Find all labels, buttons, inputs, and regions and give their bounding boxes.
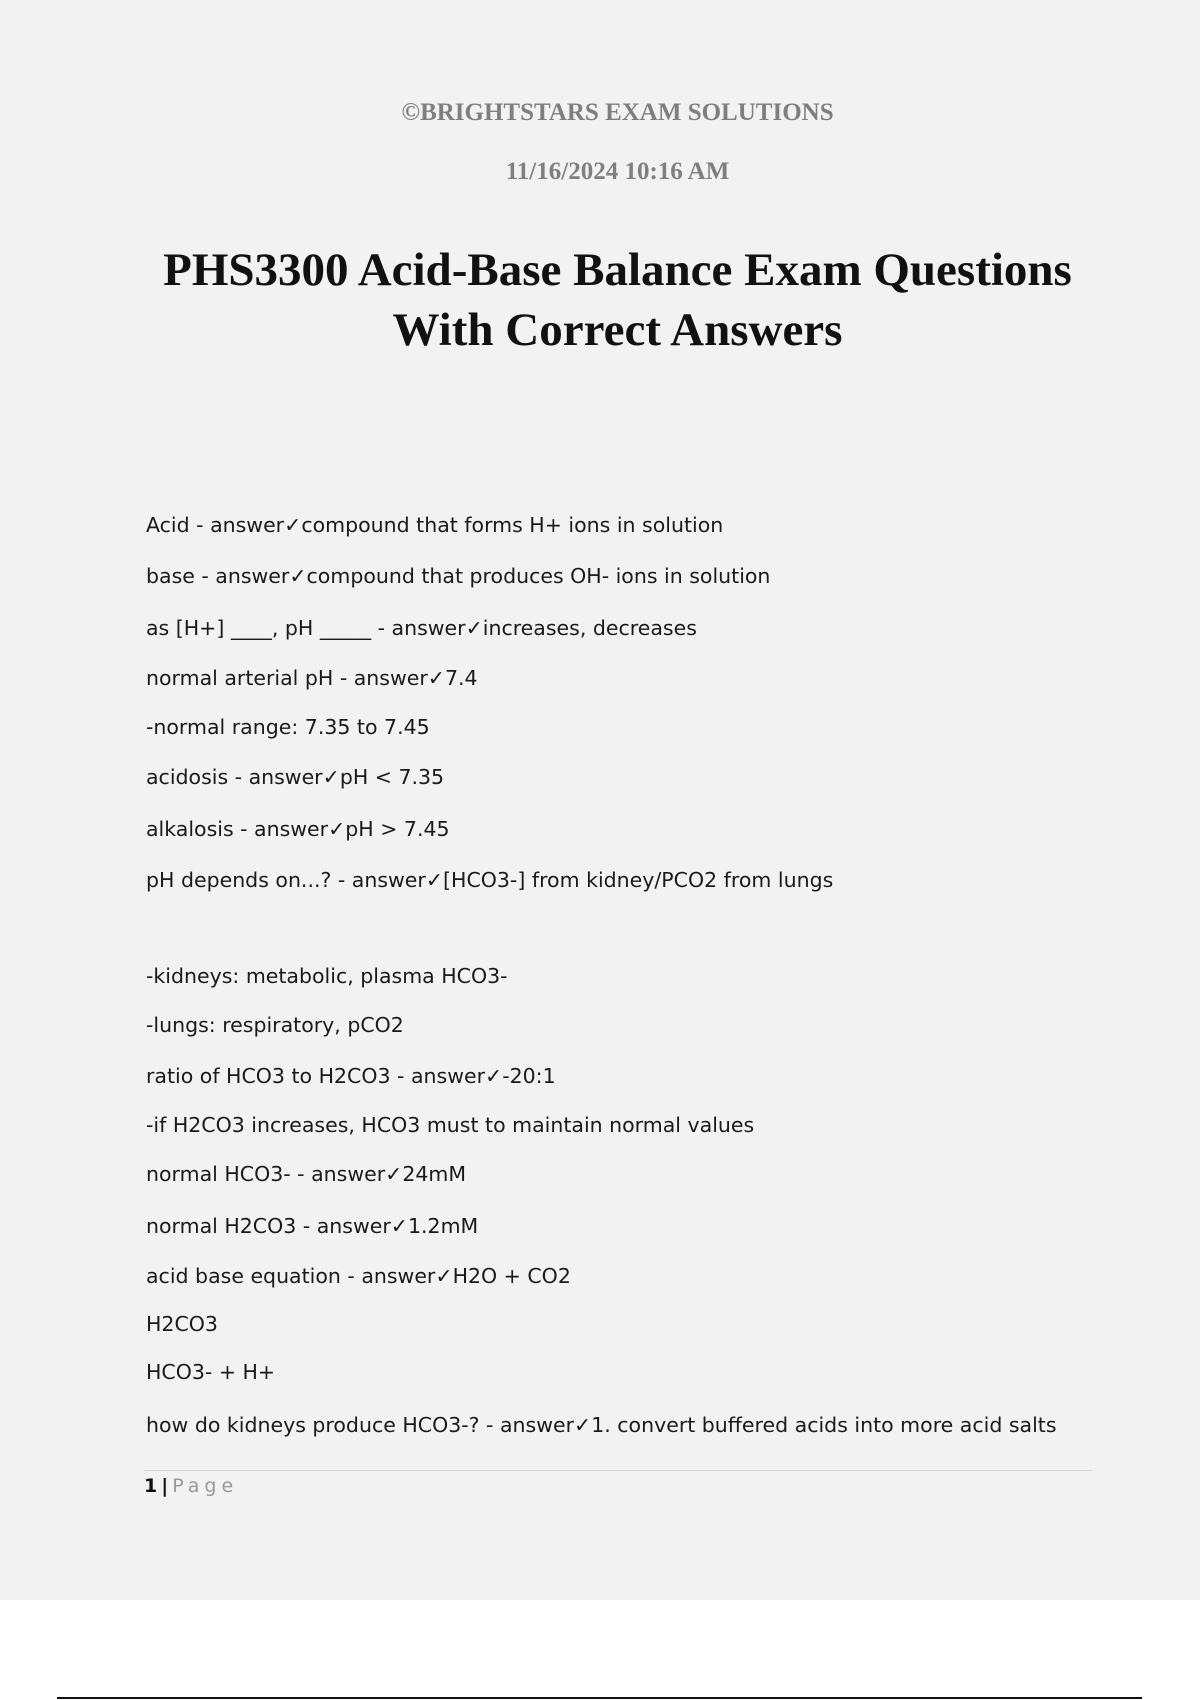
qa-term: -kidneys: metabolic, plasma HCO3- — [146, 964, 508, 988]
qa-term: normal HCO3- - answer — [146, 1162, 386, 1186]
checkmark-icon: ✓ — [485, 1064, 503, 1088]
qa-answer: [HCO3-] from kidney/PCO2 from lungs — [443, 868, 834, 892]
qa-term: how do kidneys produce HCO3-? - answer — [146, 1413, 574, 1437]
bottom-divider — [57, 1697, 1142, 1699]
qa-answer: -20:1 — [502, 1064, 556, 1088]
qa-term: -if H2CO3 increases, HCO3 must to maintain normal values — [146, 1113, 755, 1137]
footer-separator: | — [161, 1475, 169, 1497]
qa-answer: compound that forms H+ ions in solution — [301, 513, 724, 537]
qa-term: Acid - answer — [146, 513, 285, 537]
title-line-1: PHS3300 Acid-Base Balance Exam Questions — [163, 244, 1072, 296]
copyright-header: ©BRIGHTSTARS EXAM SOLUTIONS — [401, 99, 834, 126]
qa-term: H2CO3 — [146, 1312, 218, 1336]
checkmark-icon: ✓ — [289, 564, 307, 588]
qa-line — [146, 1112, 754, 1138]
document-title — [60, 240, 1175, 360]
qa-answer: 7.4 — [444, 666, 478, 690]
qa-term: as [H+] ____, pH _____ - answer — [146, 616, 466, 640]
qa-line — [146, 615, 697, 641]
checkmark-icon: ✓ — [284, 513, 302, 537]
qa-term: -normal range: 7.35 to 7.45 — [146, 715, 430, 739]
qa-term: ratio of HCO3 to H2CO3 - answer — [146, 1064, 486, 1088]
checkmark-icon: ✓ — [435, 1264, 453, 1288]
checkmark-icon: ✓ — [385, 1162, 403, 1186]
qa-line — [146, 665, 478, 691]
qa-term: base - answer — [146, 564, 290, 588]
checkmark-icon: ✓ — [427, 666, 445, 690]
qa-line — [146, 714, 430, 740]
page-footer — [144, 1473, 238, 1499]
qa-line — [146, 764, 444, 790]
qa-answer: pH < 7.35 — [339, 765, 445, 789]
qa-answer: compound that produces OH- ions in solution — [306, 564, 771, 588]
qa-line — [146, 1359, 275, 1385]
qa-term: acid base equation - answer — [146, 1264, 436, 1288]
qa-answer: 24mM — [402, 1162, 467, 1186]
page-number: 1 — [144, 1475, 158, 1497]
qa-term: normal H2CO3 - answer — [146, 1214, 391, 1238]
footer-divider — [144, 1470, 1092, 1471]
checkmark-icon: ✓ — [465, 616, 483, 640]
qa-term: alkalosis - answer — [146, 817, 329, 841]
checkmark-icon: ✓ — [574, 1413, 592, 1437]
qa-answer: 1.2mM — [407, 1214, 479, 1238]
qa-term: pH depends on...? - answer — [146, 868, 426, 892]
qa-line — [146, 963, 508, 989]
qa-line — [146, 1311, 218, 1337]
qa-line — [146, 1412, 1057, 1438]
qa-term: HCO3- + H+ — [146, 1360, 276, 1384]
qa-line — [146, 563, 770, 589]
qa-term: normal arterial pH - answer — [146, 666, 428, 690]
qa-answer: pH > 7.45 — [345, 817, 450, 841]
title-line-2: With Correct Answers — [392, 304, 843, 356]
qa-line — [146, 1012, 404, 1038]
qa-line — [146, 1213, 478, 1239]
qa-line — [146, 867, 833, 893]
checkmark-icon: ✓ — [425, 868, 444, 892]
qa-line — [146, 1161, 466, 1187]
qa-answer: H2O + CO2 — [452, 1264, 571, 1288]
qa-line — [146, 816, 450, 842]
qa-term: -lungs: respiratory, pCO2 — [146, 1013, 404, 1037]
qa-answer: 1. convert buffered acids into more acid salts — [591, 1413, 1057, 1437]
datetime-header: 11/16/2024 10:16 AM — [505, 158, 730, 185]
qa-line — [146, 512, 723, 538]
checkmark-icon: ✓ — [322, 765, 340, 789]
checkmark-icon: ✓ — [328, 817, 346, 841]
qa-line — [146, 1263, 571, 1289]
checkmark-icon: ✓ — [390, 1214, 408, 1238]
qa-term: acidosis - answer — [146, 765, 323, 789]
page-label: Page — [172, 1475, 239, 1497]
qa-line — [146, 1063, 556, 1089]
qa-answer: increases, decreases — [482, 616, 697, 640]
